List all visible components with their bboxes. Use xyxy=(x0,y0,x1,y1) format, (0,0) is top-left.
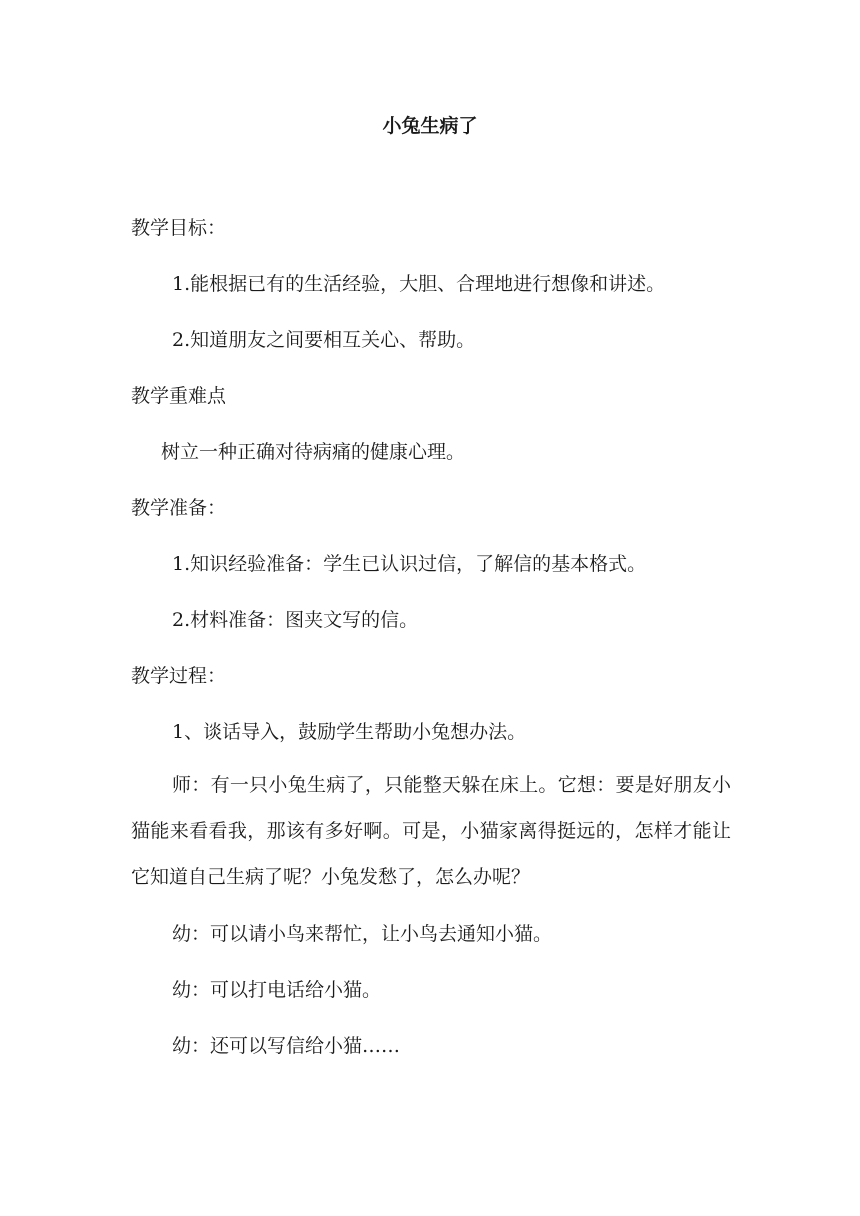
teacher-paragraph: 师：有一只小兔生病了，只能整天躲在床上。它想：要是好朋友小猫能来看看我，那该有多好啊。可是，小猫家离得挺远的，怎样才能让它知道自己生病了呢？小兔发愁了，怎么办呢？ xyxy=(131,774,731,888)
prep-item: 1.知识经验准备：学生已认识过信，了解信的基本格式。 xyxy=(172,553,647,575)
prep-item: 2.材料准备：图夹文写的信。 xyxy=(172,609,419,631)
prep-heading: 教学准备： xyxy=(131,497,227,519)
child-response: 幼：还可以写信给小猫…… xyxy=(172,1035,401,1057)
goal-item: 2.知道朋友之间要相互关心、帮助。 xyxy=(172,329,476,351)
document-title: 小兔生病了 xyxy=(382,115,478,137)
child-response: 幼：可以请小鸟来帮忙，让小鸟去通知小猫。 xyxy=(172,923,553,945)
process-heading: 教学过程： xyxy=(131,665,227,687)
goal-item: 1.能根据已有的生活经验，大胆、合理地进行想像和讲述。 xyxy=(172,273,666,295)
process-step: 1、谈话导入，鼓励学生帮助小兔想办法。 xyxy=(172,721,527,743)
child-response: 幼：可以打电话给小猫。 xyxy=(172,979,382,1001)
key-points-text: 树立一种正确对待病痛的健康心理。 xyxy=(161,441,466,463)
goals-heading: 教学目标： xyxy=(131,217,227,239)
key-points-heading: 教学重难点 xyxy=(131,385,227,407)
